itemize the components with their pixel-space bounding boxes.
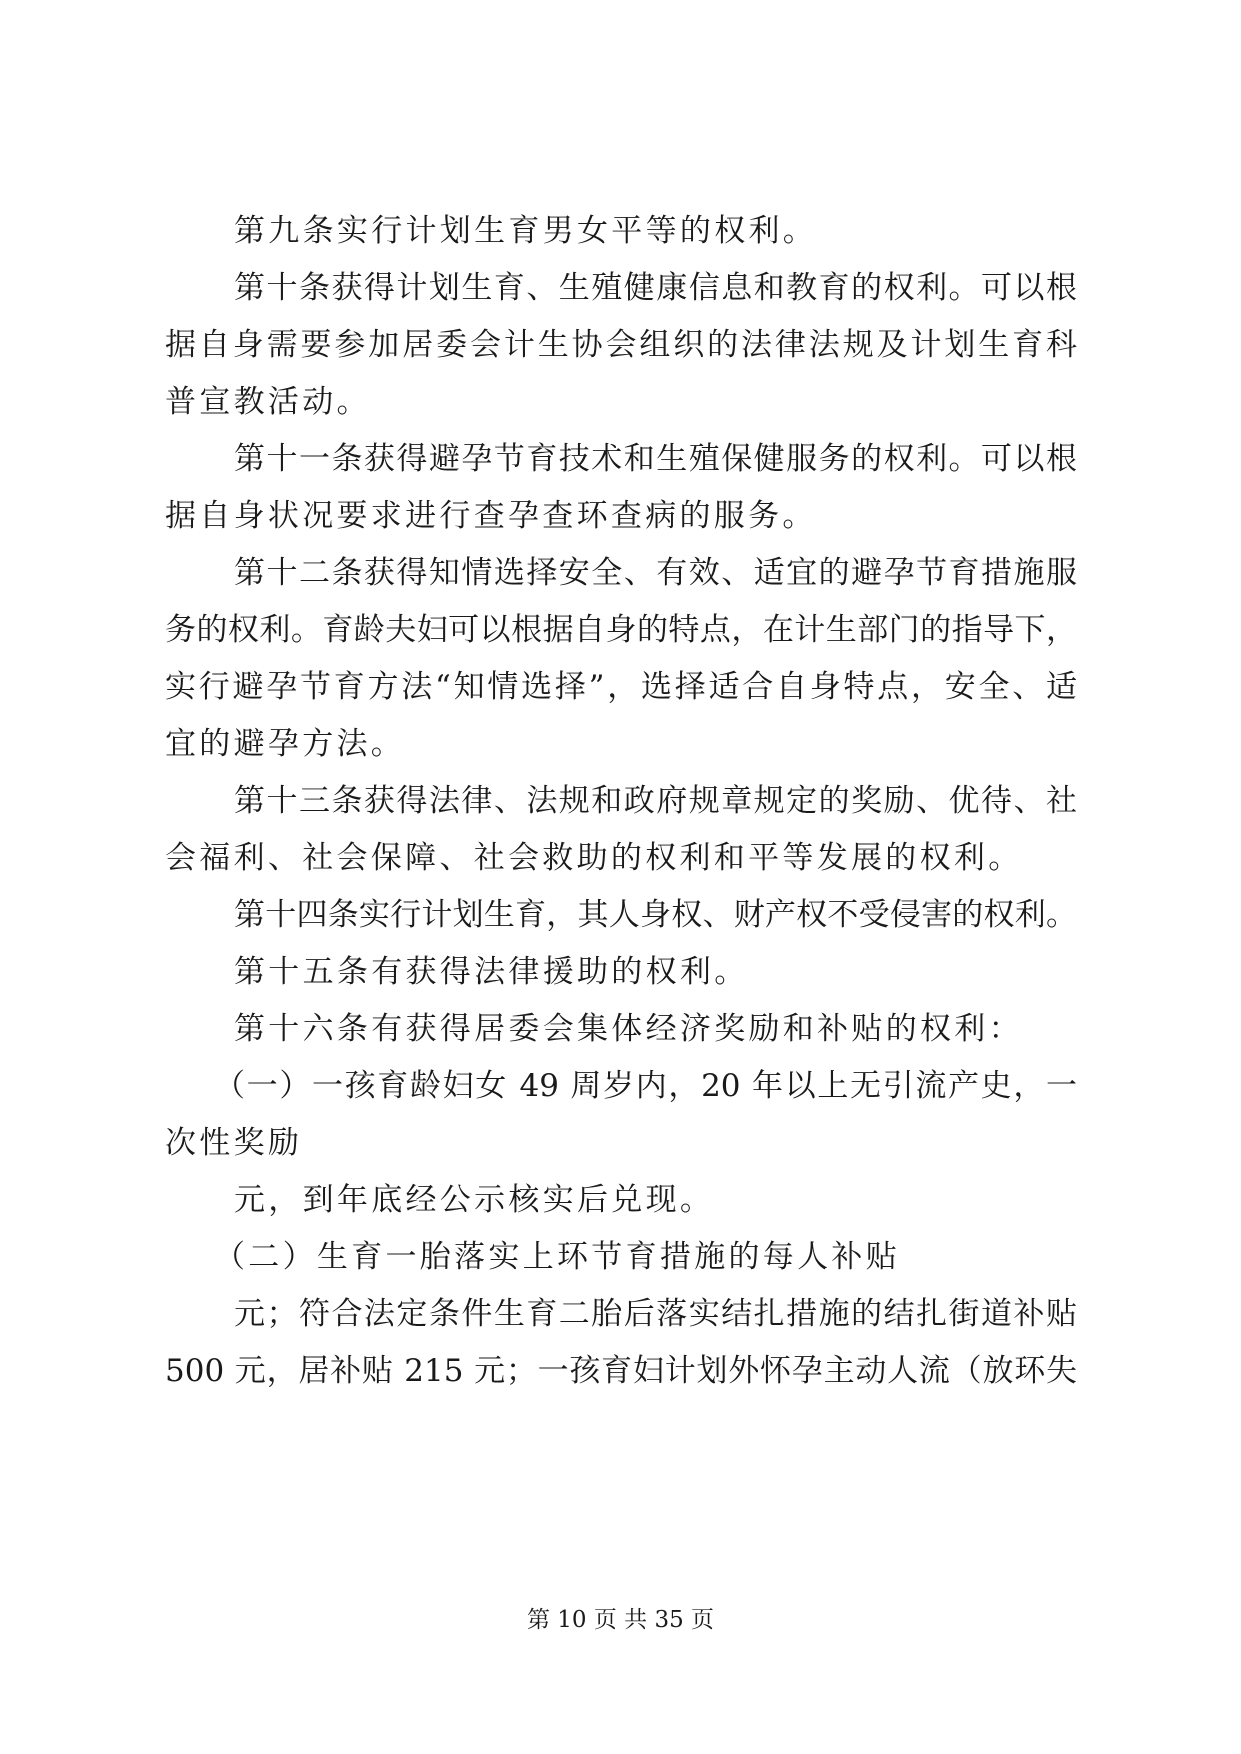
text-line: 第十四条实行计划生育，其人身权、财产权不受侵害的权利。	[234, 897, 1077, 933]
text-line: 次性奖励	[165, 1125, 303, 1161]
text-line: 第十一条获得避孕节育技术和生殖保健服务的权利。可以根	[234, 441, 1077, 477]
text-line: （二）生育一胎落实上环节育措施的每人补贴	[214, 1239, 900, 1275]
text-line: 第九条实行计划生育男女平等的权利。	[234, 213, 818, 249]
text-line: 元；符合法定条件生育二胎后落实结扎措施的结扎街道补贴	[234, 1296, 1077, 1332]
text-line: 第十五条有获得法律援助的权利。	[234, 954, 749, 990]
text-line: 第十条获得计划生育、生殖健康信息和教育的权利。可以根	[234, 270, 1077, 306]
text-line: 500 元，居补贴 215 元；一孩育妇计划外怀孕主动人流（放环失	[165, 1353, 1077, 1389]
text-line: 第十六条有获得居委会集体经济奖励和补贴的权利：	[234, 1011, 1023, 1047]
page-indicator: 第 10 页 共 35 页	[526, 1607, 715, 1633]
text-line: 普宣教活动。	[165, 384, 371, 420]
text-line: 宜的避孕方法。	[165, 726, 406, 762]
text-line: 实行避孕节育方法“知情选择”，选择适合自身特点，安全、适	[165, 669, 1077, 705]
text-line: 据自身需要参加居委会计生协会组织的法律法规及计划生育科	[165, 327, 1077, 363]
text-line: 据自身状况要求进行查孕查环查病的服务。	[165, 498, 817, 534]
text-line: 第十二条获得知情选择安全、有效、适宜的避孕节育措施服	[234, 555, 1077, 591]
text-line: 第十三条获得法律、法规和政府规章规定的奖励、优待、社	[234, 783, 1077, 819]
text-line: （一）一孩育龄妇女 49 周岁内，20 年以上无引流产史，一	[214, 1068, 1077, 1104]
text-line: 务的权利。育龄夫妇可以根据自身的特点，在计生部门的指导下，	[165, 612, 1077, 648]
text-line: 会福利、社会保障、社会救助的权利和平等发展的权利。	[165, 840, 1023, 876]
text-line: 元，到年底经公示核实后兑现。	[234, 1182, 715, 1218]
